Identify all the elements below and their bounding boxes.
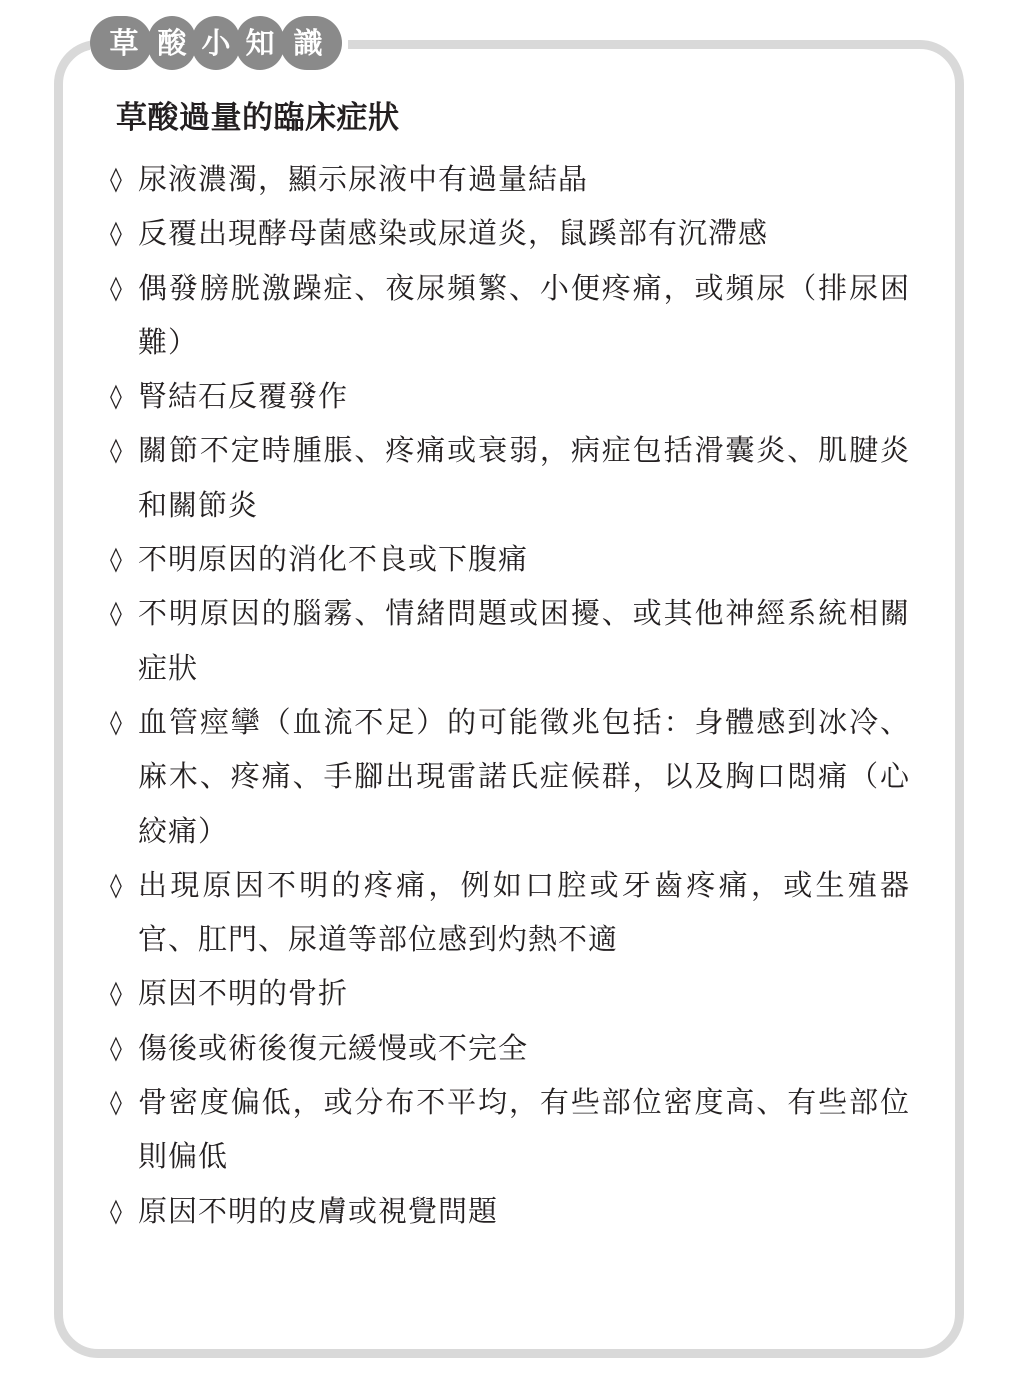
diamond-bullet-icon: ◊ xyxy=(110,599,123,628)
tab-char: 識 xyxy=(280,16,342,70)
diamond-bullet-icon: ◊ xyxy=(110,165,123,193)
section-tab xyxy=(90,16,348,70)
diamond-bullet-icon: ◊ xyxy=(110,436,123,465)
list-item xyxy=(110,966,910,1020)
diamond-bullet-icon: ◊ xyxy=(110,382,123,411)
list-item-text: 原因不明的皮膚或視覺問題 xyxy=(138,1193,499,1228)
tab-char: 草 xyxy=(90,16,152,70)
list-item xyxy=(110,858,910,967)
list-item-text: 出現原因不明的疼痛，例如口腔或牙齒疼痛，或生殖器官、肛門、尿道等部位感到灼熱不適 xyxy=(138,867,910,957)
list-item xyxy=(110,586,910,695)
list-item xyxy=(110,206,910,260)
diamond-bullet-icon: ◊ xyxy=(110,545,123,574)
list-item xyxy=(110,695,910,858)
list-item xyxy=(110,1075,910,1184)
list-item xyxy=(110,1184,910,1238)
list-item xyxy=(110,1021,910,1075)
list-item-text: 骨密度偏低，或分布不平均，有些部位密度高、有些部位則偏低 xyxy=(138,1085,910,1174)
list-item-text: 血管痙攣（血流不足）的可能徵兆包括：身體感到冰冷、麻木、疼痛、手腳出現雷諾氏症候群，以及胸口悶痛（心絞痛） xyxy=(138,704,910,848)
diamond-bullet-icon: ◊ xyxy=(110,870,123,899)
list-item-text: 不明原因的腦霧、情緒問題或困擾、或其他神經系統相關症狀 xyxy=(138,596,910,685)
list-item xyxy=(110,423,910,532)
section-heading: 草酸過量的臨床症狀 xyxy=(116,100,400,136)
list-item-text: 傷後或術後復元緩慢或不完全 xyxy=(138,1030,529,1065)
list-item xyxy=(110,532,910,586)
diamond-bullet-icon: ◊ xyxy=(110,1088,123,1117)
diamond-bullet-icon: ◊ xyxy=(110,979,123,1008)
list-item-text: 偶發膀胱激躁症、夜尿頻繁、小便疼痛，或頻尿（排尿困難） xyxy=(138,270,910,359)
diamond-bullet-icon: ◊ xyxy=(110,1196,123,1225)
list-item-text: 尿液濃濁，顯示尿液中有過量結晶 xyxy=(138,162,589,196)
list-item-text: 不明原因的消化不良或下腹痛 xyxy=(138,542,529,577)
section-tab-label xyxy=(90,16,342,70)
diamond-bullet-icon: ◊ xyxy=(110,1033,123,1062)
list-item xyxy=(110,369,910,423)
symptom-list xyxy=(110,152,910,1238)
tab-char: 小 xyxy=(192,16,240,70)
list-item xyxy=(110,152,910,206)
list-item-text: 關節不定時腫脹、疼痛或衰弱，病症包括滑囊炎、肌腱炎和關節炎 xyxy=(138,433,910,522)
diamond-bullet-icon: ◊ xyxy=(110,219,123,248)
list-item xyxy=(110,261,910,370)
tab-char: 酸 xyxy=(148,16,196,70)
tab-char: 知 xyxy=(236,16,284,70)
list-item-text: 原因不明的骨折 xyxy=(138,976,349,1011)
diamond-bullet-icon: ◊ xyxy=(110,273,123,302)
list-item-text: 反覆出現酵母菌感染或尿道炎，鼠蹊部有沉滯感 xyxy=(138,216,769,251)
diamond-bullet-icon: ◊ xyxy=(110,707,123,736)
list-item-text: 腎結石反覆發作 xyxy=(138,379,349,414)
